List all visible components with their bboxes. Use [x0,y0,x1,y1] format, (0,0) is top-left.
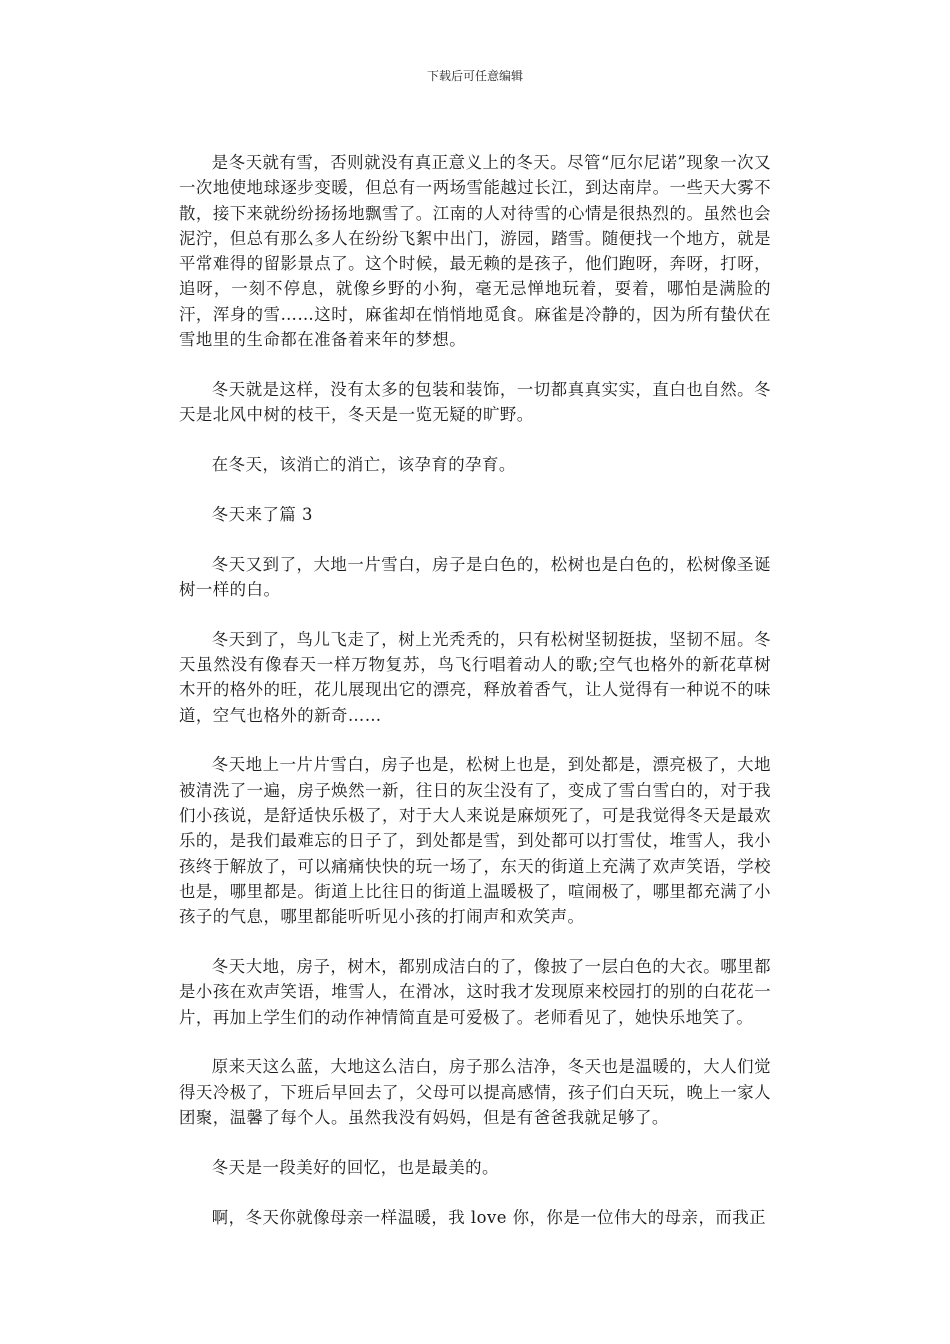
section-heading: 冬天来了篇 3 [211,504,313,524]
paragraph: 啊，冬天你就像母亲一样温暖，我 love 你，你是一位伟大的母亲，而我正 [211,1207,767,1227]
paragraph: 冬天就是这样，没有太多的包装和装饰，一切都真真实实，直白也自然。冬天是北风中树的枝干，冬天是一览无疑的旷野。 [179,379,771,425]
paragraph: 是冬天就有雪，否则就没有真正意义上的冬天。尽管“厄尔尼诺”现象一次又一次地使地球逐步变暖，但总有一两场雪能越过长江，到达南岸。一些天大雾不散，接下来就纷纷扬扬地飘雪了。江南的人对待雪的心情是很热烈的。虽然也会泥泞，但总有那么多人在纷纷飞絮中出门，游园，踏雪。随便找一个地方，就是平常难得的留影景点了。这个时候，最无赖的是孩子，他们跑呀，奔呀，打呀，追呀，一刻不停息，就像乡野的小狗，毫无忌惮地玩着，耍着，哪怕是满脸的汗，浑身的雪……这时，麻雀却在悄悄地觅食。麻雀是冷静的，因为所有蛰伏在雪地里的生命都在准备着来年的梦想。 [179,153,771,350]
document-body [179,150,771,1254]
paragraph: 在冬天，该消亡的消亡，该孕育的孕育。 [211,454,516,474]
paragraph: 冬天是一段美好的回忆，也是最美的。 [211,1157,499,1177]
page-header: 下载后可任意编辑 [426,69,523,83]
paragraph: 冬天又到了，大地一片雪白，房子是白色的，松树也是白色的，松树像圣诞树一样的白。 [179,554,771,599]
paragraph: 原来天这么蓝，大地这么洁白，房子那么洁净，冬天也是温暖的，大人们觉得天冷极了，下班后早回去了，父母可以提高感情，孩子们白天玩，晚上一家人团聚，温馨了每个人。虽然我没有妈妈，但是有爸爸我就足够了。 [179,1057,771,1127]
paragraph: 冬天大地，房子，树木，都别成洁白的了，像披了一层白色的大衣。哪里都是小孩在欢声笑语，堆雪人，在滑冰，这时我才发现原来校园打的别的白花花一片，再加上学生们的动作神情简直是可爱极了。老师看见了，她快乐地笑了。 [179,956,771,1027]
paragraph: 冬天地上一片片雪白，房子也是，松树上也是，到处都是，漂亮极了，大地被清洗了一遍，房子焕然一新，往日的灰尘没有了，变成了雪白雪白的，对于我们小孩说，是舒适快乐极了，对于大人来说是麻烦死了，可是我觉得冬天是最欢乐的，是我们最难忘的日子了，到处都是雪，到处都可以打雪仗，堆雪人，我小孩终于解放了，可以痛痛快快的玩一场了，东天的街道上充满了欢声笑语，学校也是，哪里都是。街道上比往日的街道上温暖极了，喧闹极了，哪里都充满了小孩子的气息，哪里都能听听见小孩的打闹声和欢笑声。 [179,755,771,927]
paragraph: 冬天到了，鸟儿飞走了，树上光秃秃的，只有松树坚韧挺拔，坚韧不屈。冬天虽然没有像春天一样万物复苏，鸟飞行唱着动人的歌;空气也格外的新花草树木开的格外的旺，花儿展现出它的漂亮，释放着香气，让人觉得有一种说不的味道，空气也格外的新奇…… [179,629,771,725]
